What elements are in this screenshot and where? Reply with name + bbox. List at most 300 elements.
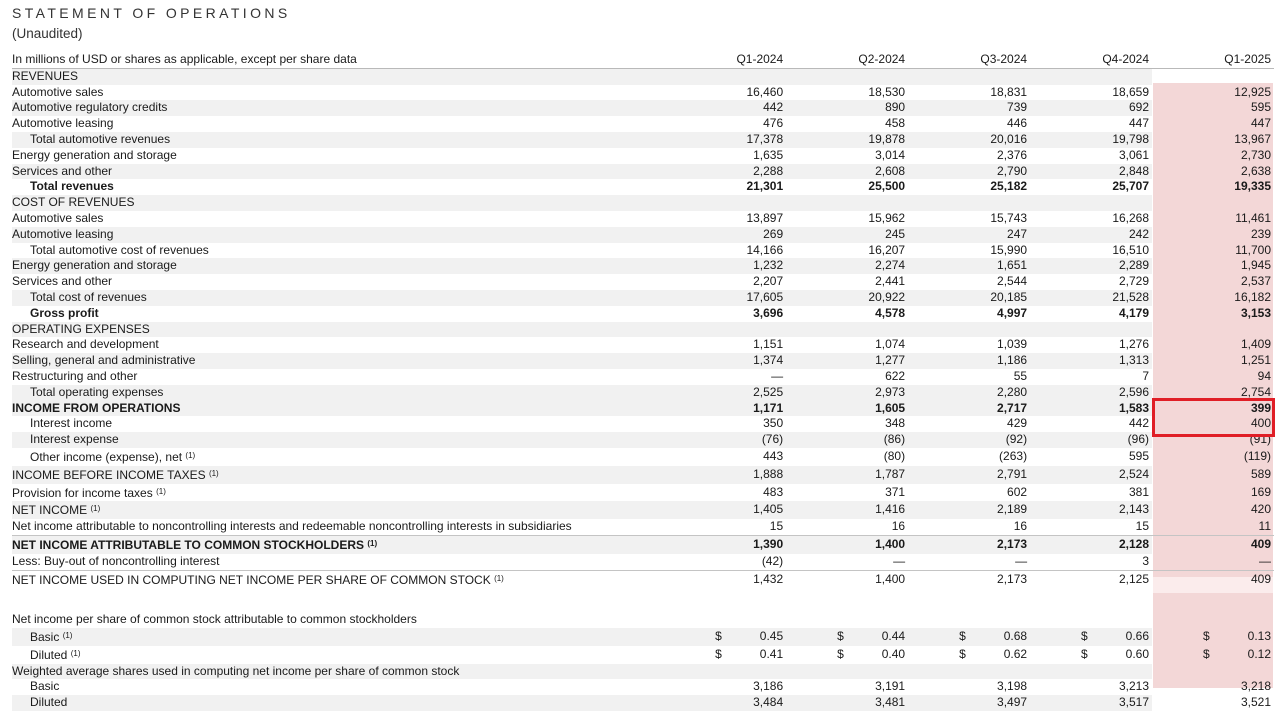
- row-label-text: Total automotive revenues: [30, 131, 171, 146]
- cell-q1-2025: 409: [1250, 571, 1271, 586]
- cell-q4-2024: 447: [1128, 116, 1150, 131]
- cell-value: 0.41: [759, 646, 784, 661]
- row-label-text: Basic: [30, 630, 60, 645]
- row-label: [12, 179, 664, 195]
- cell-q1-2024: (42): [664, 554, 786, 570]
- row-label: [12, 570, 664, 588]
- row-label: [12, 116, 664, 132]
- cell-q1-2025: 2,754: [1240, 384, 1271, 399]
- row-label-text: Interest income: [30, 416, 113, 431]
- row-label: [12, 385, 664, 401]
- cell-q2-2024: 18,530: [868, 84, 906, 99]
- cell-q3-2024: 2,791: [908, 466, 1030, 484]
- table-row-interest-expense: [12, 432, 1274, 448]
- currency-symbol: $: [1203, 646, 1210, 661]
- cell-q2-2024: 1,400: [786, 535, 908, 553]
- cell-q4-2024: 16,510: [1112, 242, 1150, 257]
- row-label: [12, 258, 664, 274]
- cell-q1-2024: 476: [763, 116, 784, 131]
- cell-q3-2024: (92): [908, 432, 1030, 448]
- cell-value: 0.66: [1125, 629, 1150, 644]
- cell-q3-2024: 2,280: [908, 385, 1030, 401]
- row-label-text: INCOME BEFORE INCOME TAXES: [12, 467, 206, 482]
- cell-q4-2024: 2,128: [1030, 535, 1152, 553]
- cell-q2-2024: 3,191: [875, 679, 906, 694]
- row-label-text: Automotive sales: [12, 210, 104, 225]
- row-label-text: Diluted: [30, 695, 68, 710]
- row-label-text: Total automotive cost of revenues: [30, 242, 209, 257]
- cell-q4-2024: 2,729: [1118, 274, 1150, 289]
- cell-q2-2024: 1,277: [786, 353, 908, 369]
- period-header: Q4-2024: [1030, 52, 1152, 68]
- row-label: [12, 211, 664, 227]
- table-row-opex-heading: [12, 322, 1274, 338]
- units-label: In millions of USD or shares as applicable, except per share data: [12, 52, 664, 68]
- row-label-text: Net income per share of common stock attributable to common stockholders: [12, 612, 417, 627]
- cell-q1-2024: 1,432: [753, 571, 784, 586]
- period-header: Q1-2025: [1152, 52, 1274, 68]
- cell-q3-2024: 16: [908, 519, 1030, 535]
- table-row-interest-income: [12, 416, 1274, 432]
- cell-q4-2024: 15: [1030, 519, 1152, 535]
- cell-q1-2024: 1,232: [664, 258, 786, 274]
- row-label: [12, 369, 664, 385]
- row-label: [12, 195, 664, 211]
- cell-value: 0.40: [881, 646, 906, 661]
- cell-q1-2024: [664, 664, 786, 680]
- row-label-text: Automotive regulatory credits: [12, 100, 168, 115]
- cell-q1-2024: 17,378: [664, 132, 786, 148]
- cell-q1-2025: 11: [1152, 519, 1274, 535]
- row-label-text: NET INCOME ATTRIBUTABLE TO COMMON STOCKHOLDERS: [12, 537, 364, 552]
- cell-q3-2024: 2,173: [997, 571, 1028, 586]
- cell-q2-2024: 25,500: [868, 179, 906, 194]
- cell-q2-2024: [786, 628, 908, 646]
- row-label: [12, 484, 664, 502]
- row-label: [12, 466, 664, 484]
- table-row-eps-heading: [12, 612, 1274, 628]
- row-label: [12, 274, 664, 290]
- cell-q3-2024: 602: [1007, 484, 1028, 499]
- cell-q2-2024: 1,416: [786, 501, 908, 519]
- row-label: [12, 628, 664, 646]
- cell-q2-2024: 1,787: [786, 466, 908, 484]
- row-label-text: Less: Buy-out of noncontrolling interest: [12, 553, 220, 568]
- cell-q1-2024: 3,186: [753, 679, 784, 694]
- table-row-net-income: [12, 501, 1274, 519]
- row-label-text: Diluted: [30, 647, 68, 662]
- cell-q4-2024: 4,179: [1118, 305, 1150, 320]
- cell-q1-2025: 94: [1257, 368, 1271, 383]
- cell-q3-2024: 15,990: [990, 242, 1028, 257]
- cell-q1-2025: 2,537: [1240, 274, 1271, 289]
- cell-q4-2024: 2,125: [1118, 571, 1150, 586]
- table-row-provision-taxes: [12, 484, 1274, 502]
- row-label: [12, 612, 664, 628]
- cell-q1-2024: 1,635: [753, 147, 784, 162]
- table-row-eps-basic: [12, 628, 1274, 646]
- cell-q1-2025: [1152, 322, 1274, 338]
- period-header: Q1-2024: [664, 52, 786, 68]
- table-row-total-automotive-revenues: [12, 132, 1274, 148]
- cell-q3-2024: 25,182: [990, 179, 1028, 194]
- cell-q2-2024: 2,441: [875, 274, 906, 289]
- currency-symbol: $: [1081, 629, 1088, 644]
- table-row-shares-basic: [12, 679, 1274, 695]
- table-row-automotive-regulatory-credits: [12, 100, 1274, 116]
- table-row-total-revenues: [12, 179, 1274, 195]
- cell-q1-2024: 14,166: [746, 242, 784, 257]
- table-row-buyout-nci: [12, 554, 1274, 570]
- cell-value: 0.44: [881, 629, 906, 644]
- row-label-text: Other income (expense), net: [30, 449, 183, 464]
- row-label: [12, 432, 664, 448]
- period-header: Q2-2024: [786, 52, 908, 68]
- cell-q1-2024: [664, 612, 786, 628]
- page-subtitle: (Unaudited): [12, 26, 83, 41]
- cell-q2-2024: 16: [786, 519, 908, 535]
- table-row-revenues-heading: [12, 68, 1274, 84]
- cell-q4-2024: 2,524: [1030, 466, 1152, 484]
- cell-q1-2025: 1,251: [1240, 353, 1271, 368]
- table-row-research-development: [12, 337, 1274, 353]
- cell-q4-2024: 442: [1128, 416, 1150, 431]
- cell-q1-2025: 3,153: [1240, 305, 1271, 320]
- cell-q3-2024: [908, 612, 1030, 628]
- row-label: [12, 337, 664, 353]
- cell-value: 0.62: [1003, 646, 1028, 661]
- cell-q1-2024: 483: [763, 484, 784, 499]
- cell-q1-2025: 447: [1250, 116, 1271, 131]
- cell-value: 0.68: [1003, 629, 1028, 644]
- cell-q2-2024: 622: [885, 368, 906, 383]
- cell-q2-2024: 1,074: [875, 337, 906, 352]
- cell-q1-2025: 19,335: [1234, 179, 1271, 194]
- cell-q2-2024: (80): [883, 448, 906, 463]
- footnote-marker: (1): [185, 450, 196, 460]
- cell-q3-2024: 1,186: [908, 353, 1030, 369]
- cell-q4-2024: 2,596: [1030, 385, 1152, 401]
- cell-q1-2025: [1152, 628, 1274, 646]
- row-label-text: Selling, general and administrative: [12, 353, 196, 368]
- row-label-text: Automotive sales: [12, 84, 104, 99]
- cell-q2-2024: 245: [786, 227, 908, 243]
- cell-q4-2024: 1,276: [1118, 337, 1150, 352]
- table-row-cor-energy: [12, 258, 1274, 274]
- table-row-cor-services: [12, 274, 1274, 290]
- row-label: [12, 501, 664, 519]
- cell-q2-2024: 458: [885, 116, 906, 131]
- cell-value: 0.13: [1247, 629, 1271, 644]
- currency-symbol: $: [837, 646, 844, 661]
- table-row-total-automotive-cost: [12, 243, 1274, 259]
- cell-q2-2024: —: [786, 554, 908, 570]
- cell-q2-2024: 16,207: [868, 242, 906, 257]
- cell-q3-2024: 2,376: [997, 147, 1028, 162]
- cell-q4-2024: 3,517: [1030, 695, 1152, 711]
- row-label-text: REVENUES: [12, 68, 79, 83]
- cell-q1-2024: 16,460: [746, 84, 784, 99]
- cell-q2-2024: 15,962: [868, 210, 906, 225]
- cell-q1-2025: 11,461: [1235, 210, 1271, 225]
- footnote-marker: (1): [208, 468, 219, 478]
- row-label-text: Interest expense: [30, 432, 119, 447]
- cell-q1-2024: [664, 646, 786, 664]
- cell-q4-2024: [1030, 68, 1152, 84]
- row-label: [12, 401, 664, 417]
- cell-q4-2024: [1030, 628, 1152, 646]
- row-label: [12, 227, 664, 243]
- cell-q1-2024: 1,405: [664, 501, 786, 519]
- row-label-text: Total cost of revenues: [30, 289, 147, 304]
- row-label-text: Services and other: [12, 163, 113, 178]
- cell-q4-2024: 2,289: [1030, 258, 1152, 274]
- cell-q4-2024: (96): [1030, 432, 1152, 448]
- highlight-box: [1152, 398, 1275, 437]
- cell-q1-2024: 1,390: [664, 535, 786, 553]
- currency-symbol: $: [715, 646, 722, 661]
- cell-q2-2024: [786, 612, 908, 628]
- footnote-marker: (1): [62, 631, 73, 641]
- cell-q1-2025: [1152, 68, 1274, 84]
- cell-q1-2024: [664, 195, 786, 211]
- cell-q1-2024: 1,151: [753, 337, 784, 352]
- cell-q1-2024: 1,171: [664, 401, 786, 417]
- row-label-text: NET INCOME USED IN COMPUTING NET INCOME PER SHARE OF COMMON STOCK: [12, 572, 491, 587]
- cell-q4-2024: 692: [1030, 100, 1152, 116]
- cell-q2-2024: [786, 664, 908, 680]
- period-header: Q3-2024: [908, 52, 1030, 68]
- footnote-marker: (1): [494, 573, 504, 583]
- currency-symbol: $: [715, 629, 722, 644]
- cell-q3-2024: [908, 322, 1030, 338]
- cell-q1-2025: 13,967: [1234, 131, 1271, 146]
- cell-q1-2024: [664, 68, 786, 84]
- row-label: [12, 535, 664, 553]
- row-label-text: Net income attributable to noncontrolling interests and redeemable noncontrolling interests in subsidiaries: [12, 519, 572, 534]
- cell-q2-2024: 1,605: [786, 401, 908, 417]
- cell-q1-2025: 409: [1250, 536, 1271, 551]
- row-label: [12, 554, 664, 570]
- cell-q4-2024: 3,061: [1118, 147, 1150, 162]
- row-label: [12, 164, 664, 180]
- row-label: [12, 519, 664, 535]
- cell-q3-2024: 2,544: [997, 274, 1028, 289]
- cell-q1-2024: [664, 322, 786, 338]
- row-label: [12, 290, 664, 306]
- cell-q4-2024: [1030, 664, 1152, 680]
- cell-q2-2024: [786, 68, 908, 84]
- table-row-eps-diluted: [12, 646, 1274, 664]
- cell-q3-2024: (263): [999, 448, 1028, 463]
- row-label-text: Basic: [30, 679, 60, 694]
- table-row-income-from-operations: [12, 401, 1274, 417]
- footnote-marker: (1): [70, 648, 81, 658]
- cell-q1-2025: 239: [1250, 226, 1271, 241]
- row-label-text: INCOME FROM OPERATIONS: [12, 400, 181, 415]
- table-row-net-income-common: [12, 535, 1274, 553]
- cell-q2-2024: 2,973: [786, 385, 908, 401]
- cell-q1-2025: 169: [1250, 484, 1271, 499]
- row-label-text: Research and development: [12, 337, 159, 352]
- row-label-text: Total revenues: [30, 179, 114, 194]
- cell-q2-2024: 3,481: [786, 695, 908, 711]
- row-label: [12, 353, 664, 369]
- row-label: [12, 322, 664, 338]
- row-label-text: Total operating expenses: [30, 384, 164, 399]
- cell-q1-2025: [1152, 612, 1274, 628]
- row-label: [12, 679, 664, 695]
- row-label: [12, 306, 664, 322]
- table-row-cor-automotive-sales: [12, 211, 1274, 227]
- table-row-income-before-taxes: [12, 466, 1274, 484]
- cell-q3-2024: 739: [908, 100, 1030, 116]
- cell-q4-2024: 7: [1142, 368, 1150, 383]
- cell-q4-2024: 2,848: [1030, 164, 1152, 180]
- cell-q1-2024: 13,897: [746, 210, 784, 225]
- row-label-text: Provision for income taxes: [12, 485, 153, 500]
- cell-q4-2024: [1030, 195, 1152, 211]
- cell-q3-2024: 18,831: [990, 84, 1028, 99]
- cell-q2-2024: 1,400: [875, 571, 906, 586]
- cell-q4-2024: 1,583: [1030, 401, 1152, 417]
- currency-symbol: $: [837, 629, 844, 644]
- cell-q1-2024: 1,374: [664, 353, 786, 369]
- cell-q3-2024: 20,185: [908, 290, 1030, 306]
- cell-q4-2024: 3,213: [1118, 679, 1150, 694]
- cell-q2-2024: [786, 646, 908, 664]
- cell-q1-2024: 2,207: [753, 274, 784, 289]
- cell-q4-2024: 595: [1128, 448, 1150, 463]
- cell-q1-2024: 21,301: [746, 179, 784, 194]
- cell-q4-2024: 1,313: [1030, 353, 1152, 369]
- cell-q1-2025: 3,521: [1240, 695, 1271, 710]
- cell-q3-2024: 1,039: [997, 337, 1028, 352]
- table-row-restructuring: [12, 369, 1274, 385]
- cell-q1-2025: 3,218: [1240, 679, 1271, 694]
- cell-q1-2025: 2,730: [1240, 147, 1271, 162]
- cell-q3-2024: 247: [908, 227, 1030, 243]
- table-row-automotive-sales: [12, 85, 1274, 101]
- table-header-row: [12, 52, 1274, 68]
- currency-symbol: $: [1203, 629, 1210, 644]
- cell-q1-2025: 399: [1250, 400, 1271, 415]
- cell-q4-2024: 16,268: [1112, 210, 1150, 225]
- cell-q3-2024: [908, 68, 1030, 84]
- cell-q3-2024: 20,016: [908, 132, 1030, 148]
- row-label-text: Restructuring and other: [12, 368, 138, 383]
- cell-q3-2024: 429: [1007, 416, 1028, 431]
- cell-q1-2025: 1,409: [1240, 337, 1271, 352]
- cell-q4-2024: 19,798: [1030, 132, 1152, 148]
- cell-q4-2024: [1030, 322, 1152, 338]
- cell-q2-2024: 3,014: [875, 147, 906, 162]
- cell-q1-2024: 442: [664, 100, 786, 116]
- cell-q2-2024: 2,608: [786, 164, 908, 180]
- cell-q1-2024: [664, 628, 786, 646]
- table-row-total-opex: [12, 385, 1274, 401]
- cell-q1-2024: (76): [664, 432, 786, 448]
- cell-q1-2025: [1152, 664, 1274, 680]
- table-row-shares-diluted: [12, 695, 1274, 711]
- cell-q1-2025: —: [1152, 554, 1274, 570]
- row-label-text: Services and other: [12, 274, 113, 289]
- row-label: [12, 68, 664, 84]
- cell-q3-2024: [908, 195, 1030, 211]
- row-label-text: Weighted average shares used in computing net income per share of common stock: [12, 663, 460, 678]
- cell-q1-2024: 1,888: [664, 466, 786, 484]
- cell-q2-2024: 371: [885, 484, 906, 499]
- cell-q2-2024: 19,878: [786, 132, 908, 148]
- cell-q1-2024: 269: [664, 227, 786, 243]
- row-label-text: Energy generation and storage: [12, 147, 177, 162]
- cell-q1-2025: 595: [1250, 100, 1271, 115]
- cell-q4-2024: 21,528: [1030, 290, 1152, 306]
- cell-q3-2024: 2,189: [908, 501, 1030, 519]
- cell-q4-2024: [1030, 646, 1152, 664]
- cell-q4-2024: 381: [1128, 484, 1150, 499]
- cell-q3-2024: [908, 646, 1030, 664]
- cell-q3-2024: [908, 664, 1030, 680]
- row-label: [12, 85, 664, 101]
- cell-q1-2025: (91): [1249, 432, 1271, 447]
- row-label-text: NET INCOME: [12, 503, 88, 518]
- row-label: [12, 243, 664, 259]
- cell-q4-2024: 18,659: [1112, 84, 1150, 99]
- table-row-services-and-other: [12, 164, 1274, 180]
- row-label-text: OPERATING EXPENSES: [12, 321, 150, 336]
- footnote-marker: (1): [90, 504, 101, 514]
- table-row-nci: [12, 519, 1274, 535]
- cell-q2-2024: 20,922: [786, 290, 908, 306]
- cell-q1-2025: [1152, 646, 1274, 664]
- cell-q1-2025: 400: [1250, 416, 1271, 431]
- cell-q1-2025: 16,182: [1234, 289, 1271, 304]
- cell-q3-2024: 2,717: [908, 401, 1030, 417]
- cell-q3-2024: 1,651: [908, 258, 1030, 274]
- cell-q1-2024: 2,288: [664, 164, 786, 180]
- table-row-total-cost-of-revenues: [12, 290, 1274, 306]
- footnote-marker: (1): [156, 486, 166, 496]
- row-label-text: COST OF REVENUES: [12, 195, 135, 210]
- cell-q3-2024: [908, 628, 1030, 646]
- cell-q4-2024: 2,143: [1030, 501, 1152, 519]
- row-label: [12, 416, 664, 432]
- table-row-sga: [12, 353, 1274, 369]
- cell-q3-2024: 15,743: [990, 210, 1028, 225]
- table-row-cor-automotive-leasing: [12, 227, 1274, 243]
- cell-q2-2024: (86): [786, 432, 908, 448]
- row-label: [12, 646, 664, 664]
- cell-q1-2024: 443: [763, 448, 784, 463]
- cell-q1-2025: 1,945: [1240, 258, 1271, 273]
- table-row-automotive-leasing: [12, 116, 1274, 132]
- cell-q1-2024: 2,525: [664, 385, 786, 401]
- row-label: [12, 100, 664, 116]
- row-label: [12, 664, 664, 680]
- currency-symbol: $: [959, 646, 966, 661]
- currency-symbol: $: [959, 629, 966, 644]
- cell-value: 0.60: [1125, 646, 1150, 661]
- cell-q3-2024: 3,497: [908, 695, 1030, 711]
- cell-q3-2024: 55: [1013, 368, 1028, 383]
- table-row-other-income: [12, 448, 1274, 466]
- table-row-cost-of-revenues-heading: [12, 195, 1274, 211]
- cell-q1-2024: 17,605: [664, 290, 786, 306]
- cell-q4-2024: [1030, 612, 1152, 628]
- statement-table: [12, 52, 1274, 711]
- cell-q2-2024: 890: [786, 100, 908, 116]
